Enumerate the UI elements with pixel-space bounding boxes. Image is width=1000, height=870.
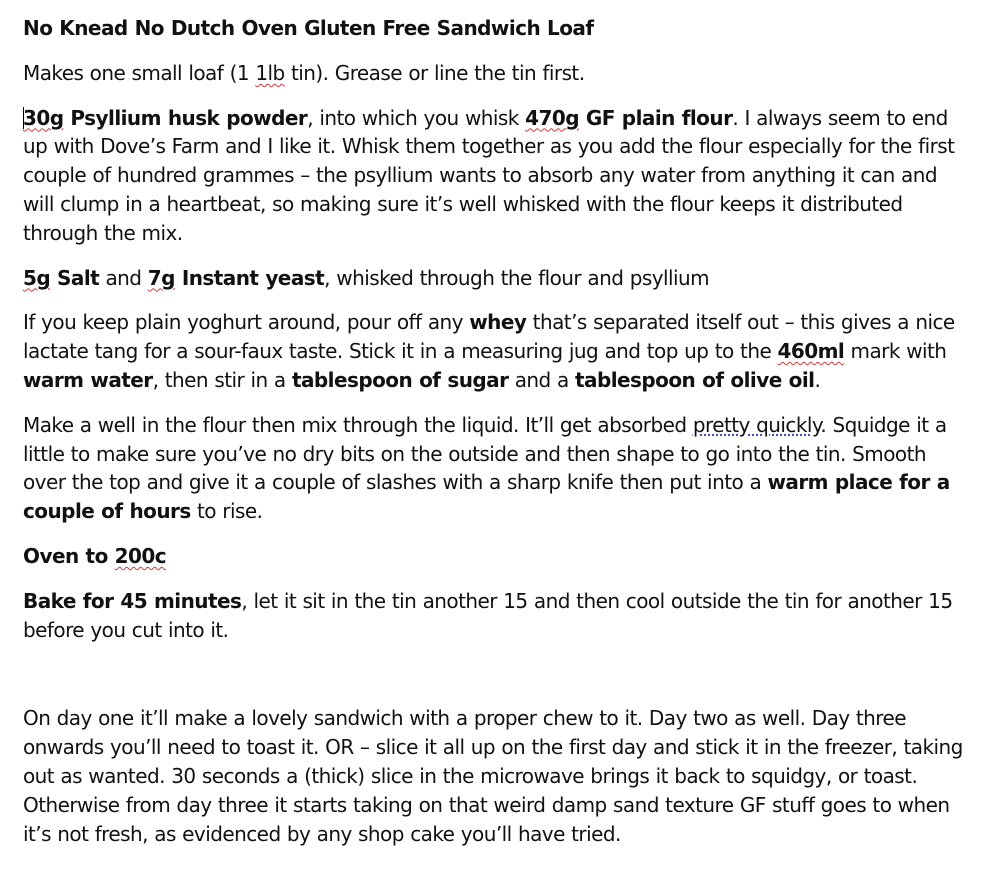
spelling-flag-460ml[interactable]: 460ml [777,339,845,364]
bake-paragraph: Bake for 45 minutes, let it sit in the tin another 15 and then cool outside the tin for another 15 before you cut into it. [23,588,953,642]
mixing-paragraph: Make a well in the flour then mix through the liquid. It’ll get absorbed pretty quickly. Squidge it a little to make sure you’ve no dry bits on the outside and then shape to go into the tin. Smooth over the top and give it a couple of slashes with a sharp knife then put into a warm place for a couple of hours to rise. [23,412,950,524]
spelling-flag-200c[interactable]: 200c [114,543,167,568]
empty-line [23,660,973,704]
psyllium-flour-paragraph: 30g Psyllium husk powder, into which you whisk 470g GF plain flour. I always seem to end up with Dove’s Farm and I like it. Whisk them together as you add the flour especially for the first couple of hundred grammes – the psyllium wants to absorb any water from anything it can and will clump in a heartbeat, so making sure it’s well whisked with the flour keeps it distributed through the mix. [23,105,955,245]
spelling-flag-470g[interactable]: 470g [525,105,579,130]
document-body[interactable] [23,14,973,864]
grammar-flag-pretty-quickly[interactable]: pretty quickly [692,412,821,437]
spelling-flag-30g[interactable]: 30g [23,105,64,130]
intro-paragraph: Makes one small loaf (1 1lb tin). Grease or line the tin first. [23,60,585,85]
liquid-paragraph: If you keep plain yoghurt around, pour off any whey that’s separated itself out – this gives a nice lactate tang for a sour-faux taste. Stick it in a measuring jug and top up to the 460ml mark with warm water, then stir in a tablespoon of sugar and a tablespoon of olive oil. [23,310,955,392]
recipe-title: No Knead No Dutch Oven Gluten Free Sandwich Loaf [23,16,594,40]
spelling-flag-7g[interactable]: 7g [147,265,175,290]
storage-paragraph: On day one it’ll make a lovely sandwich with a proper chew to it. Day two as well. Day three onwards you’ll need to toast it. OR – slice it all up on the first day and stick it in the freezer, taking out as wanted. 30 seconds a (thick) slice in the microwave brings it back to squidgy, or toast. Otherwise from day three it starts taking on that weird damp sand texture GF stuff goes to when it’s not fresh, as evidenced by any shop cake you’ll have tried. [23,706,963,846]
spelling-flag-1lb[interactable]: 1lb [255,60,285,85]
spelling-flag-5g[interactable]: 5g [23,265,51,290]
oven-paragraph: Oven to 200c [23,543,167,568]
salt-yeast-paragraph: 5g Salt and 7g Instant yeast, whisked through the flour and psyllium [23,265,710,290]
